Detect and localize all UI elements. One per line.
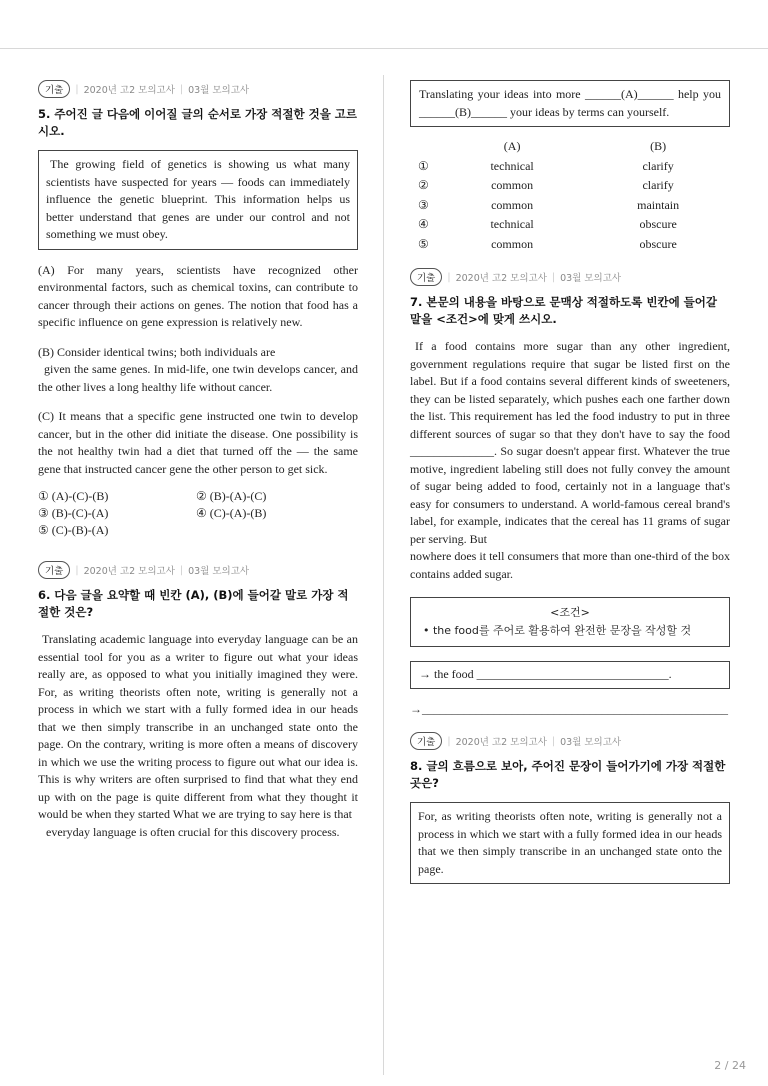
right-column	[410, 80, 730, 884]
q7-passage: If a food contains more sugar than any other ingredient, government regulations require that sugar be listed first on the label. But if a food contains several different kinds of sweeteners, they can be listed separately, which pushes each one farther down the list. This requirement has led the food industry to put in three different sources of sugar so that they don't have to say the food ______________. So sugar doesn't appear first. Whatever the true motive, ingredient labeling still does not fully convey the amount of sugar being added to food, certainly not in a language that's easy for consumers to understand. A world-famous cereal brand's label, for example, indicates that the cereal has 11 grams of sugar per serving. But	[410, 339, 730, 546]
choice-3[interactable]: ③ (B)-(C)-(A)	[38, 506, 109, 520]
table-row[interactable]: ② common clarify	[418, 178, 674, 192]
q7-condition-box	[410, 597, 730, 647]
q8-title: 8. 글의 흐름으로 보아, 주어진 문장이 들어가기에 가장 적절한 곳은?	[410, 759, 726, 790]
q7-title: 7. 본문의 내용을 바탕으로 문맥상 적절하도록 빈칸에 들어갈 말을 <조건>에 맞게 쓰시오.	[410, 295, 718, 326]
choice-2[interactable]: ② (B)-(A)-(C)	[196, 489, 267, 503]
header-a: (A)	[503, 139, 521, 153]
source-month: 03월 모의고사	[560, 737, 622, 748]
source-badge: 기출	[410, 732, 442, 750]
q8-source: 기출 | 2020년 고2 모의고사 | 03월 모의고사	[410, 732, 730, 750]
choice-4[interactable]: ④ (C)-(A)-(B)	[196, 506, 267, 520]
q5-source: 기출 | 2020년 고2 모의고사 | 03월 모의고사	[38, 80, 358, 98]
source-month: 03월 모의고사	[560, 273, 622, 284]
q5-paragraph-a: (A) For many years, scientists have recognized other environmental factors, such as chemical toxins, can contribute to cancer through their actions on genes. The notion that food has a specific influence on gene expression is relatively new.	[38, 262, 358, 329]
source-badge: 기출	[38, 80, 70, 98]
source-month: 03월 모의고사	[188, 566, 250, 577]
q6-answer-table	[418, 137, 730, 254]
q5-paragraph-c: (C) It means that a specific gene instructed one twin to develop cancer, but in the other did initiate the disease. One possibility is the not healthy twin had a diet that turned off the — the same gene that instructed cancer gene the other person to get sick.	[38, 409, 358, 476]
q7-answer-line[interactable]: →___________________________________________________	[410, 701, 728, 716]
q5-title: 5. 주어진 글 다음에 이어질 글의 순서로 가장 적절한 것을 고르시오.	[38, 107, 358, 138]
source-badge: 기출	[410, 268, 442, 286]
q6-title: 6. 다음 글을 요약할 때 빈칸 (A), (B)에 들어갈 말로 가장 적절한 것은?	[38, 588, 349, 619]
source-year: 2020년 고2 모의고사	[455, 737, 547, 748]
page-number: 2 / 24	[714, 1059, 746, 1072]
header-rule	[0, 48, 768, 49]
column-divider	[383, 75, 384, 1075]
q8-given-sentence-box: For, as writing theorists often note, writing is generally not a process in which we start with a fully formed idea in our heads that we then simply transcribe in an unchanged state onto the page.	[410, 802, 730, 884]
q6-passage: Translating academic language into everyday language can be an essential tool for you as a writer to figure out what your ideas really are, as opposed to what you initially imagined they were. For, as writing theorists often note, writing is generally not a process in which we start with a fully formed idea in our heads that we then simply transcribe in an unchanged state onto the page. On the contrary, writing is more often a means of discovery in which we use the writing process to figure out what our idea is. This is why writers are often surprised to find that what they end up with on the page is quite different from what they thought it would be when they started What we are trying to say here is that	[38, 632, 358, 821]
table-row[interactable]: ⑤ common obscure	[418, 236, 677, 251]
q6-summary-box: Translating your ideas into more ______(A)______ help you ______(B)______ your ideas by terms can yourself.	[410, 80, 730, 127]
condition-item: • the food를 주어로 활용하여 완전한 문장을 작성할 것	[423, 624, 692, 637]
q5-paragraph-b-line1: (B) Consider identical twins; both individuals are	[38, 344, 276, 359]
table-row[interactable]: ③ common maintain	[418, 197, 680, 212]
q6-source: 기출 | 2020년 고2 모의고사 | 03월 모의고사	[38, 561, 358, 579]
choice-5[interactable]: ⑤ (C)-(B)-(A)	[38, 523, 109, 537]
choice-1[interactable]: ① (A)-(C)-(B)	[38, 489, 109, 503]
q5-choices	[38, 488, 358, 539]
q7-passage-end: nowhere does it tell consumers that more than one-third of the box contains added sugar.	[410, 549, 730, 581]
table-row[interactable]: ① technical clarify	[418, 158, 674, 173]
condition-title: <조건>	[550, 606, 590, 619]
table-header	[418, 137, 730, 157]
left-column	[38, 80, 358, 841]
q7-source: 기출 | 2020년 고2 모의고사 | 03월 모의고사	[410, 268, 730, 286]
q7-answer-box[interactable]: → the food ________________________________.	[410, 661, 730, 689]
q5-paragraph-b-line2: given the same genes. In mid-life, one twin develops cancer, and the other lives a long healthy life without cancer.	[38, 362, 358, 394]
q6-passage-end: everyday language is often crucial for this discovery process.	[46, 824, 340, 839]
source-month: 03월 모의고사	[188, 85, 250, 96]
header-b: (B)	[650, 139, 667, 153]
q5-passage-box: The growing field of genetics is showing us what many scientists have suspected for years — foods can immediately influence the genetic blueprint. This information helps us better understand that genes are under our control and not something we must obey.	[38, 150, 358, 250]
source-badge: 기출	[38, 561, 70, 579]
table-row[interactable]: ④ technical obscure	[418, 217, 677, 231]
source-year: 2020년 고2 모의고사	[455, 273, 547, 284]
source-year: 2020년 고2 모의고사	[83, 566, 175, 577]
source-year: 2020년 고2 모의고사	[83, 85, 175, 96]
